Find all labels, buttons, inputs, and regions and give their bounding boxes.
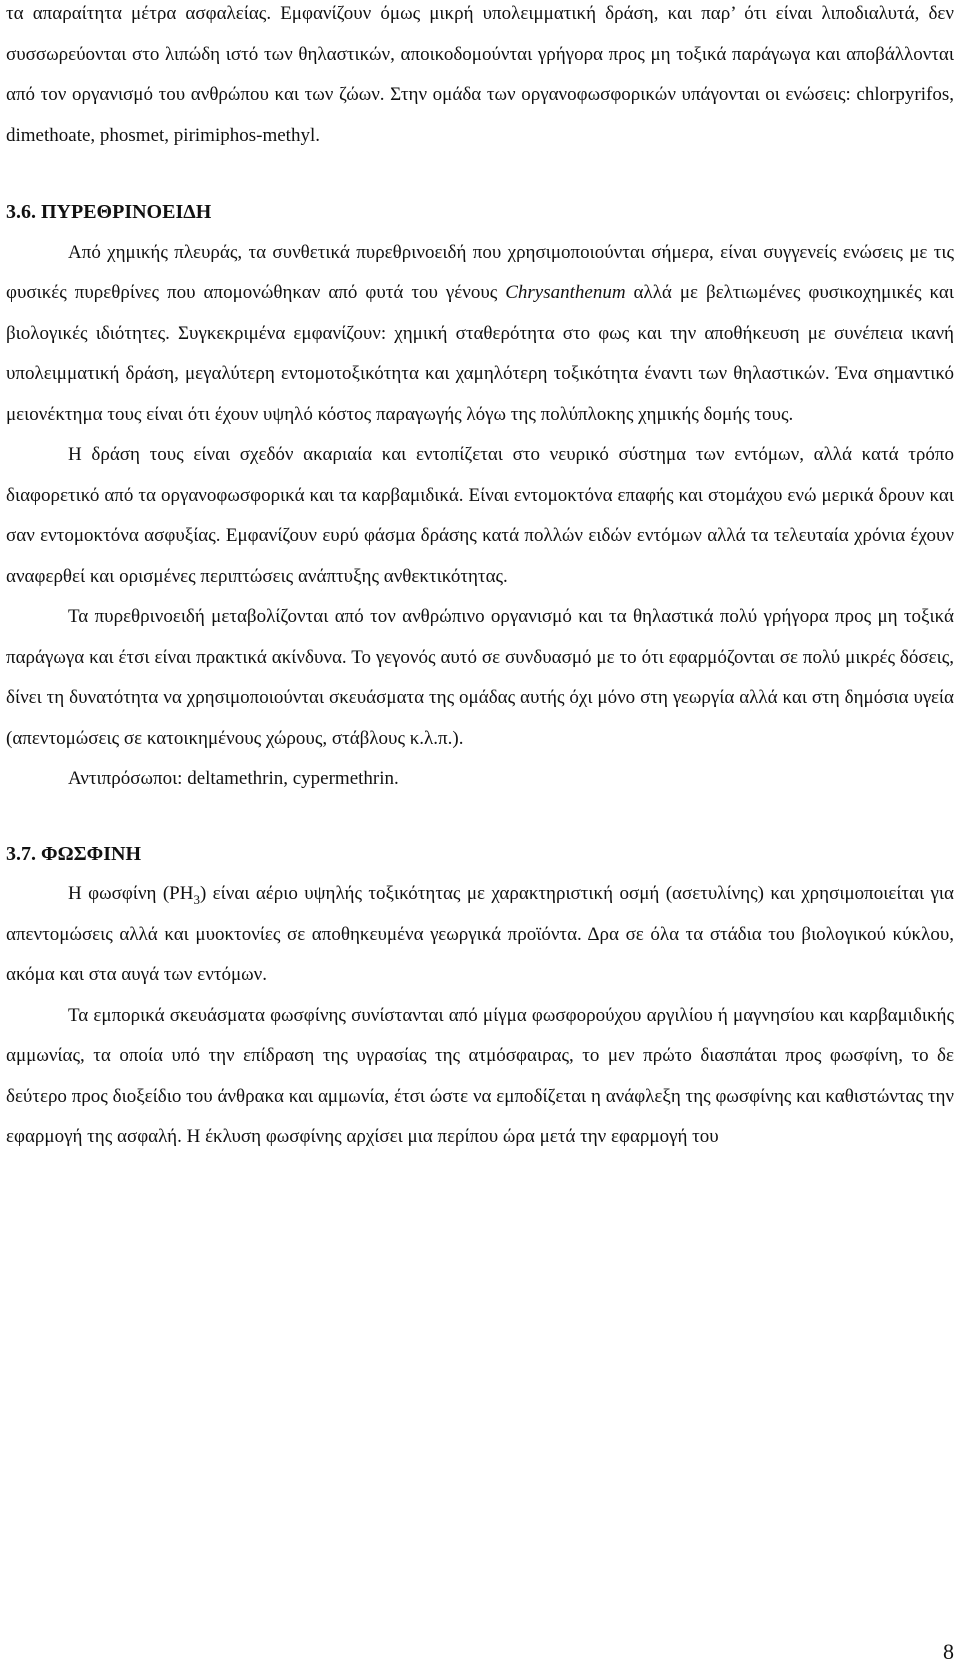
- phosphine-paragraph-1: [6, 874, 954, 996]
- pyrethroids-paragraph-3: Τα πυρεθρινοειδή μεταβολίζονται από τον ανθρώπινο οργανισμό και τα θηλαστικά πολύ γρήγορα προς μη τοξικά παράγωγα και έτσι είναι πρακτικά ακίνδυνα. Το γεγονός αυτό σε συνδυασμό με το ότι εφαρμόζονται σε πολύ μικρές δόσεις, δίνει τη δυνατότητα να χρησιμοποιούνται σκευάσματα της ομάδας αυτής όχι μόνο στη γεωργία αλλά και στη δημόσια υγεία (απεντομώσεις σε κατοικημένους χώρους, στάβλους κ.λ.π.).: [6, 606, 954, 749]
- section-heading-pyrethroids: 3.6. ΠΥΡΕΘΡΙΝΟΕΙΔΗ: [6, 201, 212, 223]
- pyrethroids-p1-text-start: Από χημικής πλευράς, τα συνθετικά πυρεθρινοειδή που χρησιμοποιούνται σήμερα, είναι συγγενείς ενώσεις με τις φυσικές πυρεθρίνες που απομονώθηκαν από φυτά του γένους: [6, 241, 954, 303]
- phosphine-paragraph-2: Τα εμπορικά σκευάσματα φωσφίνης συνίστανται από μίγμα φωσφορούχου αργιλίου ή μαγνησίου και καρβαμιδικής αμμωνίας, τα οποία υπό την επίδραση της υγρασίας της ατμόσφαιρας, το μεν πρώτο διασπάται προς φωσφίνη, το δε δεύτερο προς διοξείδιο του άνθρακα και αμμωνία, έτσι ώστε να εμποδίζεται η ανάφλεξη της φωσφίνης και καθιστώντας την εφαρμογή της ασφαλή. Η έκλυση φωσφίνης αρχίσει μια περίπου ώρα μετά την εφαρμογή του: [6, 1004, 954, 1147]
- page-body: [6, 0, 954, 1158]
- phosphine-p1-text-end: ) είναι αέριο υψηλής τοξικότητας με χαρακτηριστική οσμή (ασετυλίνης) και χρησιμοποιείται για απεντομώσεις αλλά και μυοκτονίες σε αποθηκευμένα γεωργικά προϊόντα. Δρα σε όλα τα στάδια του βιολογικού κύκλου, ακόμα και στα αυγά των εντόμων.: [6, 883, 954, 985]
- continuation-paragraph: τα απαραίτητα μέτρα ασφαλείας. Εμφανίζουν όμως μικρή υπολειμματική δράση, και παρ’ ότι είναι λιποδιαλυτά, δεν συσσωρεύονται στο λιπώδη ιστό των θηλαστικών, αποικοδομούνται γρήγορα προς μη τοξικά παράγωγα και αποβάλλονται από τον οργανισμό του ανθρώπου και των ζώων. Στην ομάδα των οργανοφωσφορικών υπάγονται οι ενώσεις: chlorpyrifos, dimethoate, phosmet, pirimiphos-methyl.: [6, 3, 954, 146]
- section-heading-phosphine: 3.7. ΦΩΣΦΙΝΗ: [6, 842, 142, 865]
- formula-subscript: 3: [193, 891, 200, 907]
- genus-name-italic: Chrysanthenum: [505, 282, 626, 303]
- pyrethroids-paragraph-1: [6, 233, 954, 436]
- pyrethroids-p1-text-end: αλλά με βελτιωμένες φυσικοχημικές και βιολογικές ιδιότητες. Συγκεκριμένα εμφανίζουν: χημική σταθερότητα στο φως και την αποθήκευση με συνέπεια ικανή υπολειμματική δράση, μεγαλύτερη εντομοτοξικότητα και χαμηλότερη τοξικότητα έναντι των θηλαστικών. Ένα σημαντικό μειονέκτημα τους είναι ότι έχουν υψηλό κόστος παραγωγής λόγω της πολύπλοκης χημικής δομής τους.: [6, 282, 954, 425]
- page-number: 8: [943, 1639, 954, 1664]
- phosphine-p1-text-start: Η φωσφίνη (PH: [68, 883, 194, 904]
- pyrethroids-paragraph-2: Η δράση τους είναι σχεδόν ακαριαία και εντοπίζεται στο νευρικό σύστημα των εντόμων, αλλά κατά τρόπο διαφορετικό από τα οργανοφωσφορικά και τα καρβαμιδικά. Είναι εντομοκτόνα επαφής και στομάχου ενώ μερικά δρουν και σαν εντομοκτόνα ασφυξίας. Εμφανίζουν ευρύ φάσμα δράσης κατά πολλών ειδών εντόμων αλλά τα τελευταία χρόνια έχουν αναφερθεί και ορισμένες περιπτώσεις ανάπτυξης ανθεκτικότητας.: [6, 444, 954, 587]
- pyrethroids-representatives: Αντιπρόσωποι: deltamethrin, cypermethrin.: [68, 768, 399, 789]
